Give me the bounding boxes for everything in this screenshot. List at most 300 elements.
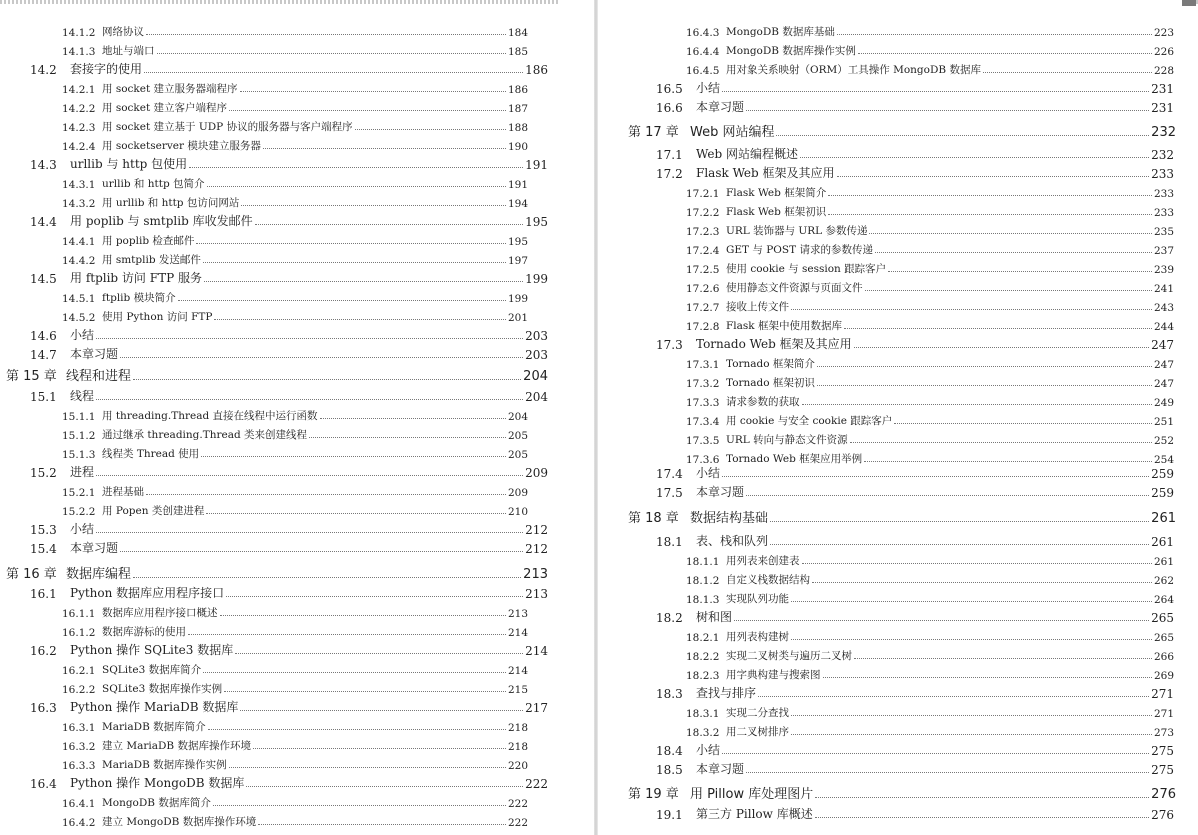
- entry-page-number: 243: [1153, 302, 1174, 314]
- entry-page-number: 195: [507, 236, 528, 248]
- entry-number: 17.3.6: [686, 454, 720, 466]
- toc-subsection-entry[interactable]: [686, 371, 1174, 390]
- entry-page-number: 204: [507, 411, 528, 423]
- entry-title: 查找与排序: [696, 686, 757, 700]
- entry-number: 18.5: [656, 763, 683, 777]
- dot-leader: [96, 531, 523, 533]
- toc-subsection-entry[interactable]: [686, 238, 1174, 257]
- entry-page-number: 222: [507, 817, 528, 829]
- entry-page-number: 261: [1153, 556, 1174, 568]
- entry-number: 18.2: [656, 611, 683, 625]
- dot-leader: [844, 327, 1152, 329]
- entry-title: 第三方 Pillow 库概述: [696, 807, 813, 821]
- entry-title: 数据库游标的使用: [102, 626, 186, 638]
- toc-subsection-entry[interactable]: [62, 810, 528, 829]
- entry-page-number: 203: [525, 329, 548, 343]
- entry-number: 14.2.1: [62, 84, 96, 96]
- dot-leader: [203, 671, 506, 673]
- entry-title: 小结: [70, 522, 95, 536]
- toc-section-entry[interactable]: [656, 77, 1174, 96]
- toc-subsection-entry[interactable]: [686, 720, 1174, 739]
- toc-section-entry[interactable]: [656, 143, 1174, 162]
- entry-number: 16.2.1: [62, 665, 96, 677]
- toc-section-entry[interactable]: [656, 682, 1174, 701]
- entry-number: 18.4: [656, 744, 683, 758]
- entry-number: 17.2.8: [686, 321, 720, 333]
- entry-title: 本章习题: [696, 762, 745, 776]
- toc-subsection-entry[interactable]: [62, 134, 528, 153]
- entry-title: 用 urllib 和 http 包访问网站: [102, 197, 240, 209]
- toc-subsection-entry[interactable]: [62, 791, 528, 810]
- dot-leader: [815, 816, 1149, 818]
- toc-chapter-entry[interactable]: [6, 563, 548, 582]
- entry-number: 16.1.1: [62, 608, 96, 620]
- dot-leader: [869, 232, 1151, 234]
- dot-leader: [263, 147, 506, 149]
- entry-title: urllib 和 http 包简介: [102, 178, 205, 190]
- dot-leader: [220, 614, 506, 616]
- entry-title: 小结: [70, 328, 95, 342]
- dot-leader: [850, 441, 1152, 443]
- entry-page-number: 209: [525, 466, 548, 480]
- dot-leader: [96, 337, 523, 339]
- toc-page-right: [598, 0, 1198, 835]
- toc-section-entry[interactable]: [656, 462, 1174, 481]
- entry-page-number: 231: [1151, 101, 1174, 115]
- entry-number: 第 19 章: [628, 787, 679, 802]
- entry-title: 实现二分查找: [726, 707, 789, 719]
- entry-page-number: 214: [507, 627, 528, 639]
- dot-leader: [894, 422, 1152, 424]
- dot-leader: [983, 71, 1152, 73]
- entry-number: 17.2.7: [686, 302, 720, 314]
- dot-leader: [746, 494, 1149, 496]
- entry-number: 16.4: [30, 777, 57, 791]
- entry-title: 通过继承 threading.Thread 类来创建线程: [102, 429, 308, 441]
- dot-leader: [758, 695, 1149, 697]
- entry-page-number: 276: [1151, 787, 1176, 802]
- entry-title: 网络协议: [102, 26, 144, 38]
- entry-page-number: 186: [525, 63, 548, 77]
- dot-leader: [226, 595, 523, 597]
- entry-page-number: 215: [507, 684, 528, 696]
- toc-subsection-entry[interactable]: [686, 58, 1174, 77]
- entry-number: 14.5: [30, 272, 57, 286]
- entry-number: 18.1.3: [686, 594, 720, 606]
- entry-title: 线程: [70, 389, 95, 403]
- entry-title: 本章习题: [70, 347, 119, 361]
- entry-page-number: 218: [507, 722, 528, 734]
- entry-number: 17.4: [656, 467, 683, 481]
- toc-section-entry[interactable]: [656, 606, 1174, 625]
- dot-leader: [146, 493, 506, 495]
- toc-subsection-entry[interactable]: [62, 715, 528, 734]
- entry-number: 18.3: [656, 687, 683, 701]
- entry-page-number: 191: [525, 158, 548, 172]
- dot-leader: [791, 308, 1152, 310]
- entry-title: 实现队列功能: [726, 593, 789, 605]
- toc-subsection-entry[interactable]: [686, 644, 1174, 663]
- entry-title: urllib 与 http 包使用: [70, 157, 188, 171]
- entry-title: Tornado Web 框架及其应用: [696, 337, 852, 351]
- entry-title: MongoDB 数据库简介: [102, 797, 211, 809]
- toc-subsection-entry[interactable]: [686, 314, 1174, 333]
- entry-number: 14.2.4: [62, 141, 96, 153]
- entry-page-number: 185: [507, 46, 528, 58]
- dot-leader: [214, 318, 506, 320]
- dot-leader: [770, 543, 1149, 545]
- entry-title: 使用 Python 访问 FTP: [102, 311, 213, 323]
- entry-number: 第 15 章: [6, 369, 57, 384]
- toc-section-entry[interactable]: [30, 639, 548, 658]
- entry-page-number: 186: [507, 84, 528, 96]
- toc-section-entry[interactable]: [30, 343, 548, 362]
- toc-subsection-entry[interactable]: [686, 257, 1174, 276]
- entry-number: 14.3.1: [62, 179, 96, 191]
- toc-subsection-entry[interactable]: [62, 248, 528, 267]
- toc-subsection-entry[interactable]: [686, 428, 1174, 447]
- entry-number: 17.1: [656, 148, 683, 162]
- entry-number: 15.4: [30, 542, 57, 556]
- entry-number: 17.2.2: [686, 207, 720, 219]
- dot-leader: [837, 175, 1150, 177]
- entry-number: 18.1.2: [686, 575, 720, 587]
- entry-number: 17.2.4: [686, 245, 720, 257]
- entry-title: Flask Web 框架及其应用: [696, 166, 835, 180]
- toc-subsection-entry[interactable]: [62, 96, 528, 115]
- entry-page-number: 235: [1153, 226, 1174, 238]
- entry-number: 18.1.1: [686, 556, 720, 568]
- toc-subsection-entry[interactable]: [686, 352, 1174, 371]
- entry-title: URL 转向与静态文件资源: [726, 434, 848, 446]
- entry-number: 14.5.2: [62, 312, 96, 324]
- entry-number: 16.3.1: [62, 722, 96, 734]
- toc-section-entry[interactable]: [30, 153, 548, 172]
- dot-leader: [837, 33, 1152, 35]
- dot-leader: [96, 398, 523, 400]
- entry-page-number: 214: [507, 665, 528, 677]
- entry-page-number: 194: [507, 198, 528, 210]
- dot-leader: [201, 455, 506, 457]
- entry-number: 17.3.2: [686, 378, 720, 390]
- toc-section-entry[interactable]: [30, 518, 548, 537]
- dot-leader: [224, 690, 506, 692]
- entry-number: 第 18 章: [628, 511, 679, 526]
- dot-leader: [817, 384, 1152, 386]
- entry-page-number: 188: [507, 122, 528, 134]
- entry-title: 小结: [696, 81, 721, 95]
- entry-page-number: 205: [507, 430, 528, 442]
- entry-number: 17.3: [656, 338, 683, 352]
- dot-leader: [865, 289, 1152, 291]
- entry-title: 表、栈和队列: [696, 534, 769, 548]
- toc-subsection-entry[interactable]: [62, 620, 528, 639]
- entry-page-number: 239: [1153, 264, 1174, 276]
- entry-number: 16.6: [656, 101, 683, 115]
- entry-number: 17.5: [656, 486, 683, 500]
- toc-section-entry[interactable]: [656, 96, 1174, 115]
- entry-page-number: 184: [507, 27, 528, 39]
- entry-page-number: 197: [507, 255, 528, 267]
- entry-title: 用 socket 建立客户端程序: [102, 102, 228, 114]
- toc-subsection-entry[interactable]: [62, 658, 528, 677]
- entry-title: Flask Web 框架初识: [726, 206, 827, 218]
- toc-section-entry[interactable]: [30, 461, 548, 480]
- dot-leader: [770, 520, 1149, 522]
- entry-page-number: 233: [1153, 188, 1174, 200]
- entry-number: 15.1: [30, 390, 57, 404]
- toc-section-entry[interactable]: [30, 582, 548, 601]
- entry-page-number: 213: [523, 567, 548, 582]
- dot-leader: [734, 619, 1149, 621]
- entry-page-number: 222: [525, 777, 548, 791]
- entry-number: 17.2.1: [686, 188, 720, 200]
- entry-title: 用 Popen 类创建进程: [102, 505, 205, 517]
- entry-page-number: 251: [1153, 416, 1174, 428]
- entry-page-number: 213: [525, 587, 548, 601]
- toc-subsection-entry[interactable]: [62, 734, 528, 753]
- toc-subsection-entry[interactable]: [62, 286, 528, 305]
- entry-title: SQLite3 数据库简介: [102, 664, 202, 676]
- entry-title: Web 网站编程: [690, 125, 775, 140]
- toc-subsection-entry[interactable]: [62, 480, 528, 499]
- toc-section-entry[interactable]: [656, 481, 1174, 500]
- entry-number: 14.4.1: [62, 236, 96, 248]
- toc-subsection-entry[interactable]: [62, 77, 528, 96]
- entry-page-number: 259: [1151, 467, 1174, 481]
- toc-section-entry[interactable]: [30, 210, 548, 229]
- toc-chapter-entry[interactable]: [628, 121, 1176, 140]
- toc-chapter-entry[interactable]: [6, 365, 548, 384]
- dot-leader: [791, 733, 1152, 735]
- toc-subsection-entry[interactable]: [62, 442, 528, 461]
- dot-leader: [791, 714, 1152, 716]
- entry-number: 17.3.4: [686, 416, 720, 428]
- entry-number: 18.3.1: [686, 708, 720, 720]
- entry-page-number: 233: [1151, 167, 1174, 181]
- entry-page-number: 252: [1153, 435, 1174, 447]
- entry-title: Flask Web 框架简介: [726, 187, 827, 199]
- toc-section-entry[interactable]: [656, 333, 1174, 352]
- entry-number: 15.1.1: [62, 411, 96, 423]
- toc-subsection-entry[interactable]: [62, 601, 528, 620]
- entry-number: 14.1.2: [62, 27, 96, 39]
- toc-section-entry[interactable]: [30, 324, 548, 343]
- entry-page-number: 233: [1153, 207, 1174, 219]
- entry-page-number: 247: [1153, 359, 1174, 371]
- toc-section-entry[interactable]: [30, 537, 548, 556]
- dot-leader: [802, 403, 1152, 405]
- toc-subsection-entry[interactable]: [686, 568, 1174, 587]
- entry-number: 14.6: [30, 329, 57, 343]
- toc-subsection-entry[interactable]: [686, 549, 1174, 568]
- dot-leader: [133, 576, 521, 578]
- dot-leader: [817, 365, 1152, 367]
- toc-subsection-entry[interactable]: [686, 295, 1174, 314]
- toc-section-entry[interactable]: [656, 739, 1174, 758]
- toc-subsection-entry[interactable]: [62, 404, 528, 423]
- toc-section-entry[interactable]: [656, 162, 1174, 181]
- entry-page-number: 195: [525, 215, 548, 229]
- dot-leader: [133, 378, 521, 380]
- corner-mark: [1182, 0, 1196, 6]
- toc-section-entry[interactable]: [30, 58, 548, 77]
- entry-title: 用 socket 建立基于 UDP 协议的服务器与客户端程序: [102, 121, 353, 133]
- entry-page-number: 271: [1153, 708, 1174, 720]
- dot-leader: [255, 223, 523, 225]
- entry-title: 用 Pillow 库处理图片: [690, 787, 814, 802]
- entry-page-number: 213: [507, 608, 528, 620]
- entry-number: 第 16 章: [6, 567, 57, 582]
- dot-leader: [253, 747, 506, 749]
- toc-subsection-entry[interactable]: [686, 20, 1174, 39]
- toc-subsection-entry[interactable]: [62, 305, 528, 324]
- entry-number: 14.2.3: [62, 122, 96, 134]
- entry-number: 14.4: [30, 215, 57, 229]
- entry-title: 用列表来创建表: [726, 555, 800, 567]
- entry-title: 自定义栈数据结构: [726, 574, 810, 586]
- toc-subsection-entry[interactable]: [686, 39, 1174, 58]
- entry-title: 用 threading.Thread 直接在线程中运行函数: [102, 410, 318, 422]
- toc-subsection-entry[interactable]: [62, 115, 528, 134]
- toc-subsection-entry[interactable]: [62, 229, 528, 248]
- entry-title: 进程基础: [102, 486, 144, 498]
- dot-leader: [828, 194, 1152, 196]
- toc-subsection-entry[interactable]: [686, 701, 1174, 720]
- entry-title: 小结: [696, 466, 721, 480]
- entry-number: 17.3.1: [686, 359, 720, 371]
- entry-title: 使用 cookie 与 session 跟踪客户: [726, 263, 887, 275]
- entry-page-number: 247: [1153, 378, 1174, 390]
- entry-number: 16.4.4: [686, 46, 720, 58]
- entry-number: 15.1.3: [62, 449, 96, 461]
- toc-chapter-entry[interactable]: [628, 507, 1176, 526]
- toc-subsection-entry[interactable]: [62, 753, 528, 772]
- entry-number: 16.3.2: [62, 741, 96, 753]
- entry-number: 16.1: [30, 587, 57, 601]
- entry-number: 17.2.6: [686, 283, 720, 295]
- dot-leader: [204, 280, 523, 282]
- entry-page-number: 262: [1153, 575, 1174, 587]
- entry-page-number: 266: [1153, 651, 1174, 663]
- entry-title: 用 socketserver 模块建立服务器: [102, 140, 261, 152]
- entry-number: 16.2.2: [62, 684, 96, 696]
- toc-section-entry[interactable]: [656, 803, 1174, 822]
- entry-number: 18.1: [656, 535, 683, 549]
- entry-title: Python 操作 MariaDB 数据库: [70, 700, 239, 714]
- entry-title: 用二叉树排序: [726, 726, 789, 738]
- entry-number: 14.3.2: [62, 198, 96, 210]
- entry-page-number: 232: [1151, 148, 1174, 162]
- dot-leader: [196, 242, 506, 244]
- dot-leader: [854, 657, 1152, 659]
- entry-page-number: 205: [507, 449, 528, 461]
- toc-subsection-entry[interactable]: [686, 409, 1174, 428]
- entry-number: 16.3.3: [62, 760, 96, 772]
- dot-leader: [309, 436, 506, 438]
- toc-subsection-entry[interactable]: [686, 625, 1174, 644]
- entry-title: 用 socket 建立服务器端程序: [102, 83, 238, 95]
- entry-title: Tornado 框架简介: [726, 358, 815, 370]
- toc-subsection-entry[interactable]: [686, 181, 1174, 200]
- entry-page-number: 222: [507, 798, 528, 810]
- entry-title: 用 poplib 检查邮件: [102, 235, 195, 247]
- entry-page-number: 264: [1153, 594, 1174, 606]
- entry-page-number: 203: [525, 348, 548, 362]
- entry-title: 数据结构基础: [690, 511, 769, 526]
- toc-chapter-entry[interactable]: [628, 783, 1176, 802]
- toc-section-entry[interactable]: [30, 385, 548, 404]
- entry-number: 15.2.1: [62, 487, 96, 499]
- dot-leader: [120, 550, 523, 552]
- dot-leader: [189, 166, 523, 168]
- entry-title: 数据库应用程序接口概述: [102, 607, 218, 619]
- toc-section-entry[interactable]: [30, 267, 548, 286]
- dot-leader: [800, 156, 1149, 158]
- toc-subsection-entry[interactable]: [62, 172, 528, 191]
- entry-title: 数据库编程: [66, 567, 132, 582]
- toc-section-entry[interactable]: [656, 530, 1174, 549]
- toc-section-entry[interactable]: [30, 772, 548, 791]
- entry-page-number: 210: [507, 506, 528, 518]
- toc-subsection-entry[interactable]: [62, 39, 528, 58]
- entry-number: 16.5: [656, 82, 683, 96]
- entry-page-number: 275: [1151, 744, 1174, 758]
- toc-subsection-entry[interactable]: [62, 191, 528, 210]
- entry-page-number: 237: [1153, 245, 1174, 257]
- dot-leader: [802, 562, 1152, 564]
- dot-leader: [120, 356, 523, 358]
- toc-page-left: [0, 0, 596, 835]
- entry-number: 16.3: [30, 701, 57, 715]
- toc-subsection-entry[interactable]: [686, 663, 1174, 682]
- entry-page-number: 249: [1153, 397, 1174, 409]
- toc-subsection-entry[interactable]: [686, 219, 1174, 238]
- dot-leader: [241, 204, 506, 206]
- dot-leader: [188, 633, 506, 635]
- entry-page-number: 276: [1151, 808, 1174, 822]
- dot-leader: [722, 752, 1149, 754]
- toc-section-entry[interactable]: [30, 696, 548, 715]
- entry-page-number: 259: [1151, 486, 1174, 500]
- toc-subsection-entry[interactable]: [62, 20, 528, 39]
- dot-leader: [240, 709, 523, 711]
- dot-leader: [355, 128, 506, 130]
- entry-page-number: 271: [1151, 687, 1174, 701]
- entry-page-number: 191: [507, 179, 528, 191]
- entry-number: 18.2.3: [686, 670, 720, 682]
- entry-number: 16.4.1: [62, 798, 96, 810]
- toc-subsection-entry[interactable]: [686, 276, 1174, 295]
- entry-number: 14.4.2: [62, 255, 96, 267]
- toc-subsection-entry[interactable]: [686, 587, 1174, 606]
- entry-page-number: 232: [1151, 125, 1176, 140]
- entry-number: 第 17 章: [628, 125, 679, 140]
- entry-page-number: 220: [507, 760, 528, 772]
- dot-leader: [213, 804, 506, 806]
- toc-subsection-entry[interactable]: [62, 423, 528, 442]
- toc-subsection-entry[interactable]: [62, 677, 528, 696]
- entry-number: 16.4.5: [686, 65, 720, 77]
- toc-subsection-entry[interactable]: [62, 499, 528, 518]
- toc-section-entry[interactable]: [656, 758, 1174, 777]
- entry-title: 线程和进程: [66, 369, 132, 384]
- toc-subsection-entry[interactable]: [686, 390, 1174, 409]
- toc-subsection-entry[interactable]: [686, 200, 1174, 219]
- entry-title: 用对象关系映射（ORM）工具操作 MongoDB 数据库: [726, 64, 981, 76]
- entry-title: ftplib 模块简介: [102, 292, 176, 304]
- entry-title: 用 smtplib 发送邮件: [102, 254, 201, 266]
